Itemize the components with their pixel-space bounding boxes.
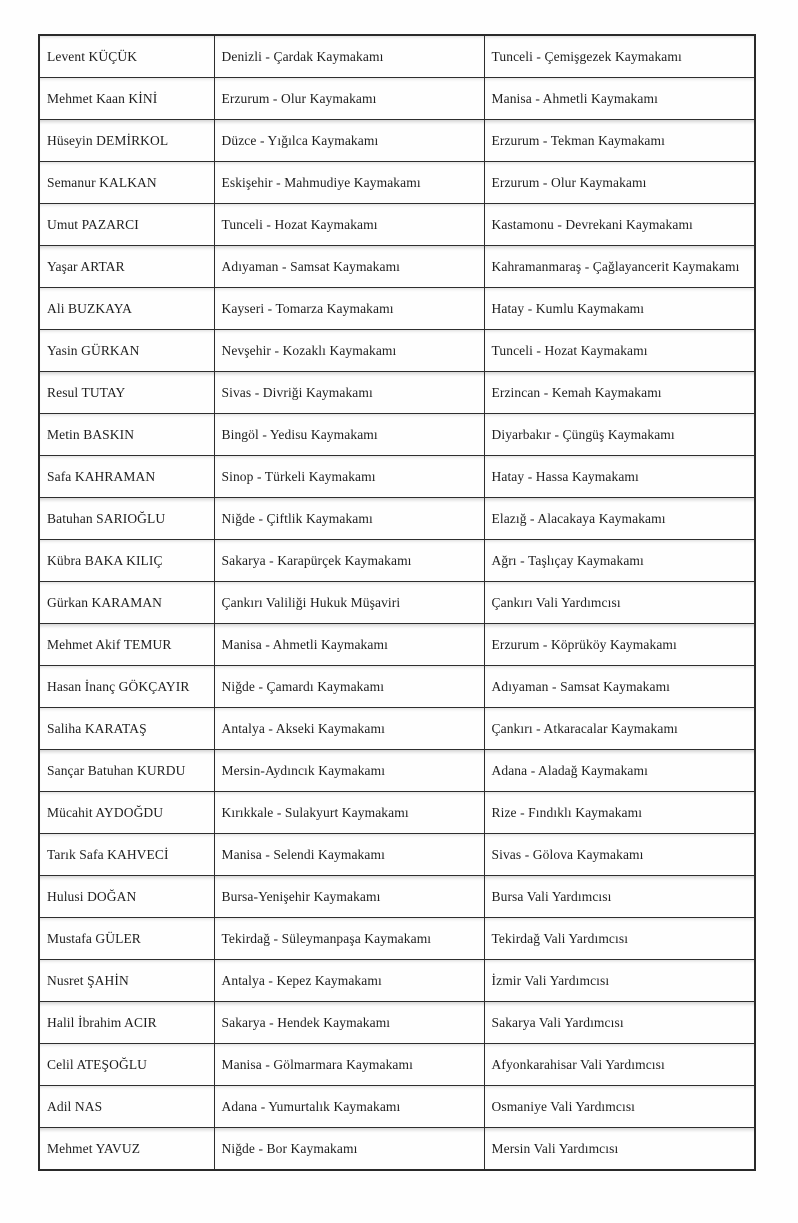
officer-name-cell: Mehmet YAVUZ (39, 1128, 214, 1171)
previous-post-cell: Adıyaman - Samsat Kaymakamı (214, 246, 484, 288)
new-post-cell: Rize - Fındıklı Kaymakamı (484, 792, 755, 834)
table-row (39, 876, 755, 918)
new-post-cell: Tunceli - Çemişgezek Kaymakamı (484, 35, 755, 78)
previous-post-cell: Manisa - Gölmarmara Kaymakamı (214, 1044, 484, 1086)
previous-post-cell: Niğde - Çiftlik Kaymakamı (214, 498, 484, 540)
previous-post-cell: Denizli - Çardak Kaymakamı (214, 35, 484, 78)
previous-post-cell: Niğde - Çamardı Kaymakamı (214, 666, 484, 708)
new-post-cell: Osmaniye Vali Yardımcısı (484, 1086, 755, 1128)
officer-name-cell: Gürkan KARAMAN (39, 582, 214, 624)
table-row (39, 540, 755, 582)
officer-name-cell: Nusret ŞAHİN (39, 960, 214, 1002)
table-row (39, 666, 755, 708)
officer-name-cell: Mehmet Akif TEMUR (39, 624, 214, 666)
officer-name-cell: Batuhan SARIOĞLU (39, 498, 214, 540)
officer-name-cell: Halil İbrahim ACIR (39, 1002, 214, 1044)
new-post-cell: Elazığ - Alacakaya Kaymakamı (484, 498, 755, 540)
previous-post-cell: Sivas - Divriği Kaymakamı (214, 372, 484, 414)
previous-post-cell: Bingöl - Yedisu Kaymakamı (214, 414, 484, 456)
officer-name-cell: Hüseyin DEMİRKOL (39, 120, 214, 162)
new-post-cell: Afyonkarahisar Vali Yardımcısı (484, 1044, 755, 1086)
new-post-cell: Tekirdağ Vali Yardımcısı (484, 918, 755, 960)
table-row (39, 750, 755, 792)
new-post-cell: Sakarya Vali Yardımcısı (484, 1002, 755, 1044)
table-row (39, 582, 755, 624)
appointments-table (38, 34, 756, 1171)
new-post-cell: Adana - Aladağ Kaymakamı (484, 750, 755, 792)
officer-name-cell: Mustafa GÜLER (39, 918, 214, 960)
new-post-cell: Bursa Vali Yardımcısı (484, 876, 755, 918)
previous-post-cell: Düzce - Yığılca Kaymakamı (214, 120, 484, 162)
officer-name-cell: Metin BASKIN (39, 414, 214, 456)
new-post-cell: Diyarbakır - Çüngüş Kaymakamı (484, 414, 755, 456)
officer-name-cell: Celil ATEŞOĞLU (39, 1044, 214, 1086)
table-row (39, 1002, 755, 1044)
new-post-cell: Ağrı - Taşlıçay Kaymakamı (484, 540, 755, 582)
table-row (39, 35, 755, 78)
table-row (39, 792, 755, 834)
previous-post-cell: Bursa-Yenişehir Kaymakamı (214, 876, 484, 918)
new-post-cell: Kahramanmaraş - Çağlayancerit Kaymakamı (484, 246, 755, 288)
previous-post-cell: Tekirdağ - Süleymanpaşa Kaymakamı (214, 918, 484, 960)
table-row (39, 708, 755, 750)
new-post-cell: Manisa - Ahmetli Kaymakamı (484, 78, 755, 120)
previous-post-cell: Mersin-Aydıncık Kaymakamı (214, 750, 484, 792)
table-row (39, 330, 755, 372)
officer-name-cell: Safa KAHRAMAN (39, 456, 214, 498)
officer-name-cell: Tarık Safa KAHVECİ (39, 834, 214, 876)
previous-post-cell: Nevşehir - Kozaklı Kaymakamı (214, 330, 484, 372)
officer-name-cell: Umut PAZARCI (39, 204, 214, 246)
officer-name-cell: Yaşar ARTAR (39, 246, 214, 288)
previous-post-cell: Erzurum - Olur Kaymakamı (214, 78, 484, 120)
previous-post-cell: Manisa - Ahmetli Kaymakamı (214, 624, 484, 666)
table-row (39, 1044, 755, 1086)
new-post-cell: İzmir Vali Yardımcısı (484, 960, 755, 1002)
previous-post-cell: Sinop - Türkeli Kaymakamı (214, 456, 484, 498)
new-post-cell: Erzincan - Kemah Kaymakamı (484, 372, 755, 414)
previous-post-cell: Adana - Yumurtalık Kaymakamı (214, 1086, 484, 1128)
officer-name-cell: Adil NAS (39, 1086, 214, 1128)
previous-post-cell: Eskişehir - Mahmudiye Kaymakamı (214, 162, 484, 204)
table-row (39, 414, 755, 456)
table-row (39, 204, 755, 246)
table-row (39, 960, 755, 1002)
officer-name-cell: Resul TUTAY (39, 372, 214, 414)
table-row (39, 372, 755, 414)
previous-post-cell: Kayseri - Tomarza Kaymakamı (214, 288, 484, 330)
new-post-cell: Sivas - Gölova Kaymakamı (484, 834, 755, 876)
previous-post-cell: Sakarya - Karapürçek Kaymakamı (214, 540, 484, 582)
officer-name-cell: Mücahit AYDOĞDU (39, 792, 214, 834)
officer-name-cell: Sançar Batuhan KURDU (39, 750, 214, 792)
new-post-cell: Kastamonu - Devrekani Kaymakamı (484, 204, 755, 246)
appointments-table-body (39, 35, 755, 1170)
officer-name-cell: Hasan İnanç GÖKÇAYIR (39, 666, 214, 708)
new-post-cell: Erzurum - Köprüköy Kaymakamı (484, 624, 755, 666)
officer-name-cell: Ali BUZKAYA (39, 288, 214, 330)
table-row (39, 456, 755, 498)
previous-post-cell: Antalya - Kepez Kaymakamı (214, 960, 484, 1002)
table-row (39, 162, 755, 204)
officer-name-cell: Semanur KALKAN (39, 162, 214, 204)
table-row (39, 1128, 755, 1171)
officer-name-cell: Kübra BAKA KILIÇ (39, 540, 214, 582)
table-row (39, 78, 755, 120)
previous-post-cell: Kırıkkale - Sulakyurt Kaymakamı (214, 792, 484, 834)
officer-name-cell: Mehmet Kaan KİNİ (39, 78, 214, 120)
new-post-cell: Hatay - Hassa Kaymakamı (484, 456, 755, 498)
previous-post-cell: Tunceli - Hozat Kaymakamı (214, 204, 484, 246)
table-row (39, 120, 755, 162)
previous-post-cell: Antalya - Akseki Kaymakamı (214, 708, 484, 750)
table-row (39, 288, 755, 330)
previous-post-cell: Manisa - Selendi Kaymakamı (214, 834, 484, 876)
officer-name-cell: Levent KÜÇÜK (39, 35, 214, 78)
new-post-cell: Adıyaman - Samsat Kaymakamı (484, 666, 755, 708)
new-post-cell: Çankırı - Atkaracalar Kaymakamı (484, 708, 755, 750)
new-post-cell: Çankırı Vali Yardımcısı (484, 582, 755, 624)
new-post-cell: Erzurum - Olur Kaymakamı (484, 162, 755, 204)
table-row (39, 834, 755, 876)
new-post-cell: Hatay - Kumlu Kaymakamı (484, 288, 755, 330)
officer-name-cell: Saliha KARATAŞ (39, 708, 214, 750)
table-row (39, 246, 755, 288)
new-post-cell: Tunceli - Hozat Kaymakamı (484, 330, 755, 372)
table-row (39, 498, 755, 540)
previous-post-cell: Sakarya - Hendek Kaymakamı (214, 1002, 484, 1044)
previous-post-cell: Niğde - Bor Kaymakamı (214, 1128, 484, 1171)
officer-name-cell: Hulusi DOĞAN (39, 876, 214, 918)
new-post-cell: Erzurum - Tekman Kaymakamı (484, 120, 755, 162)
table-row (39, 918, 755, 960)
previous-post-cell: Çankırı Valiliği Hukuk Müşaviri (214, 582, 484, 624)
table-row (39, 1086, 755, 1128)
officer-name-cell: Yasin GÜRKAN (39, 330, 214, 372)
table-row (39, 624, 755, 666)
new-post-cell: Mersin Vali Yardımcısı (484, 1128, 755, 1171)
